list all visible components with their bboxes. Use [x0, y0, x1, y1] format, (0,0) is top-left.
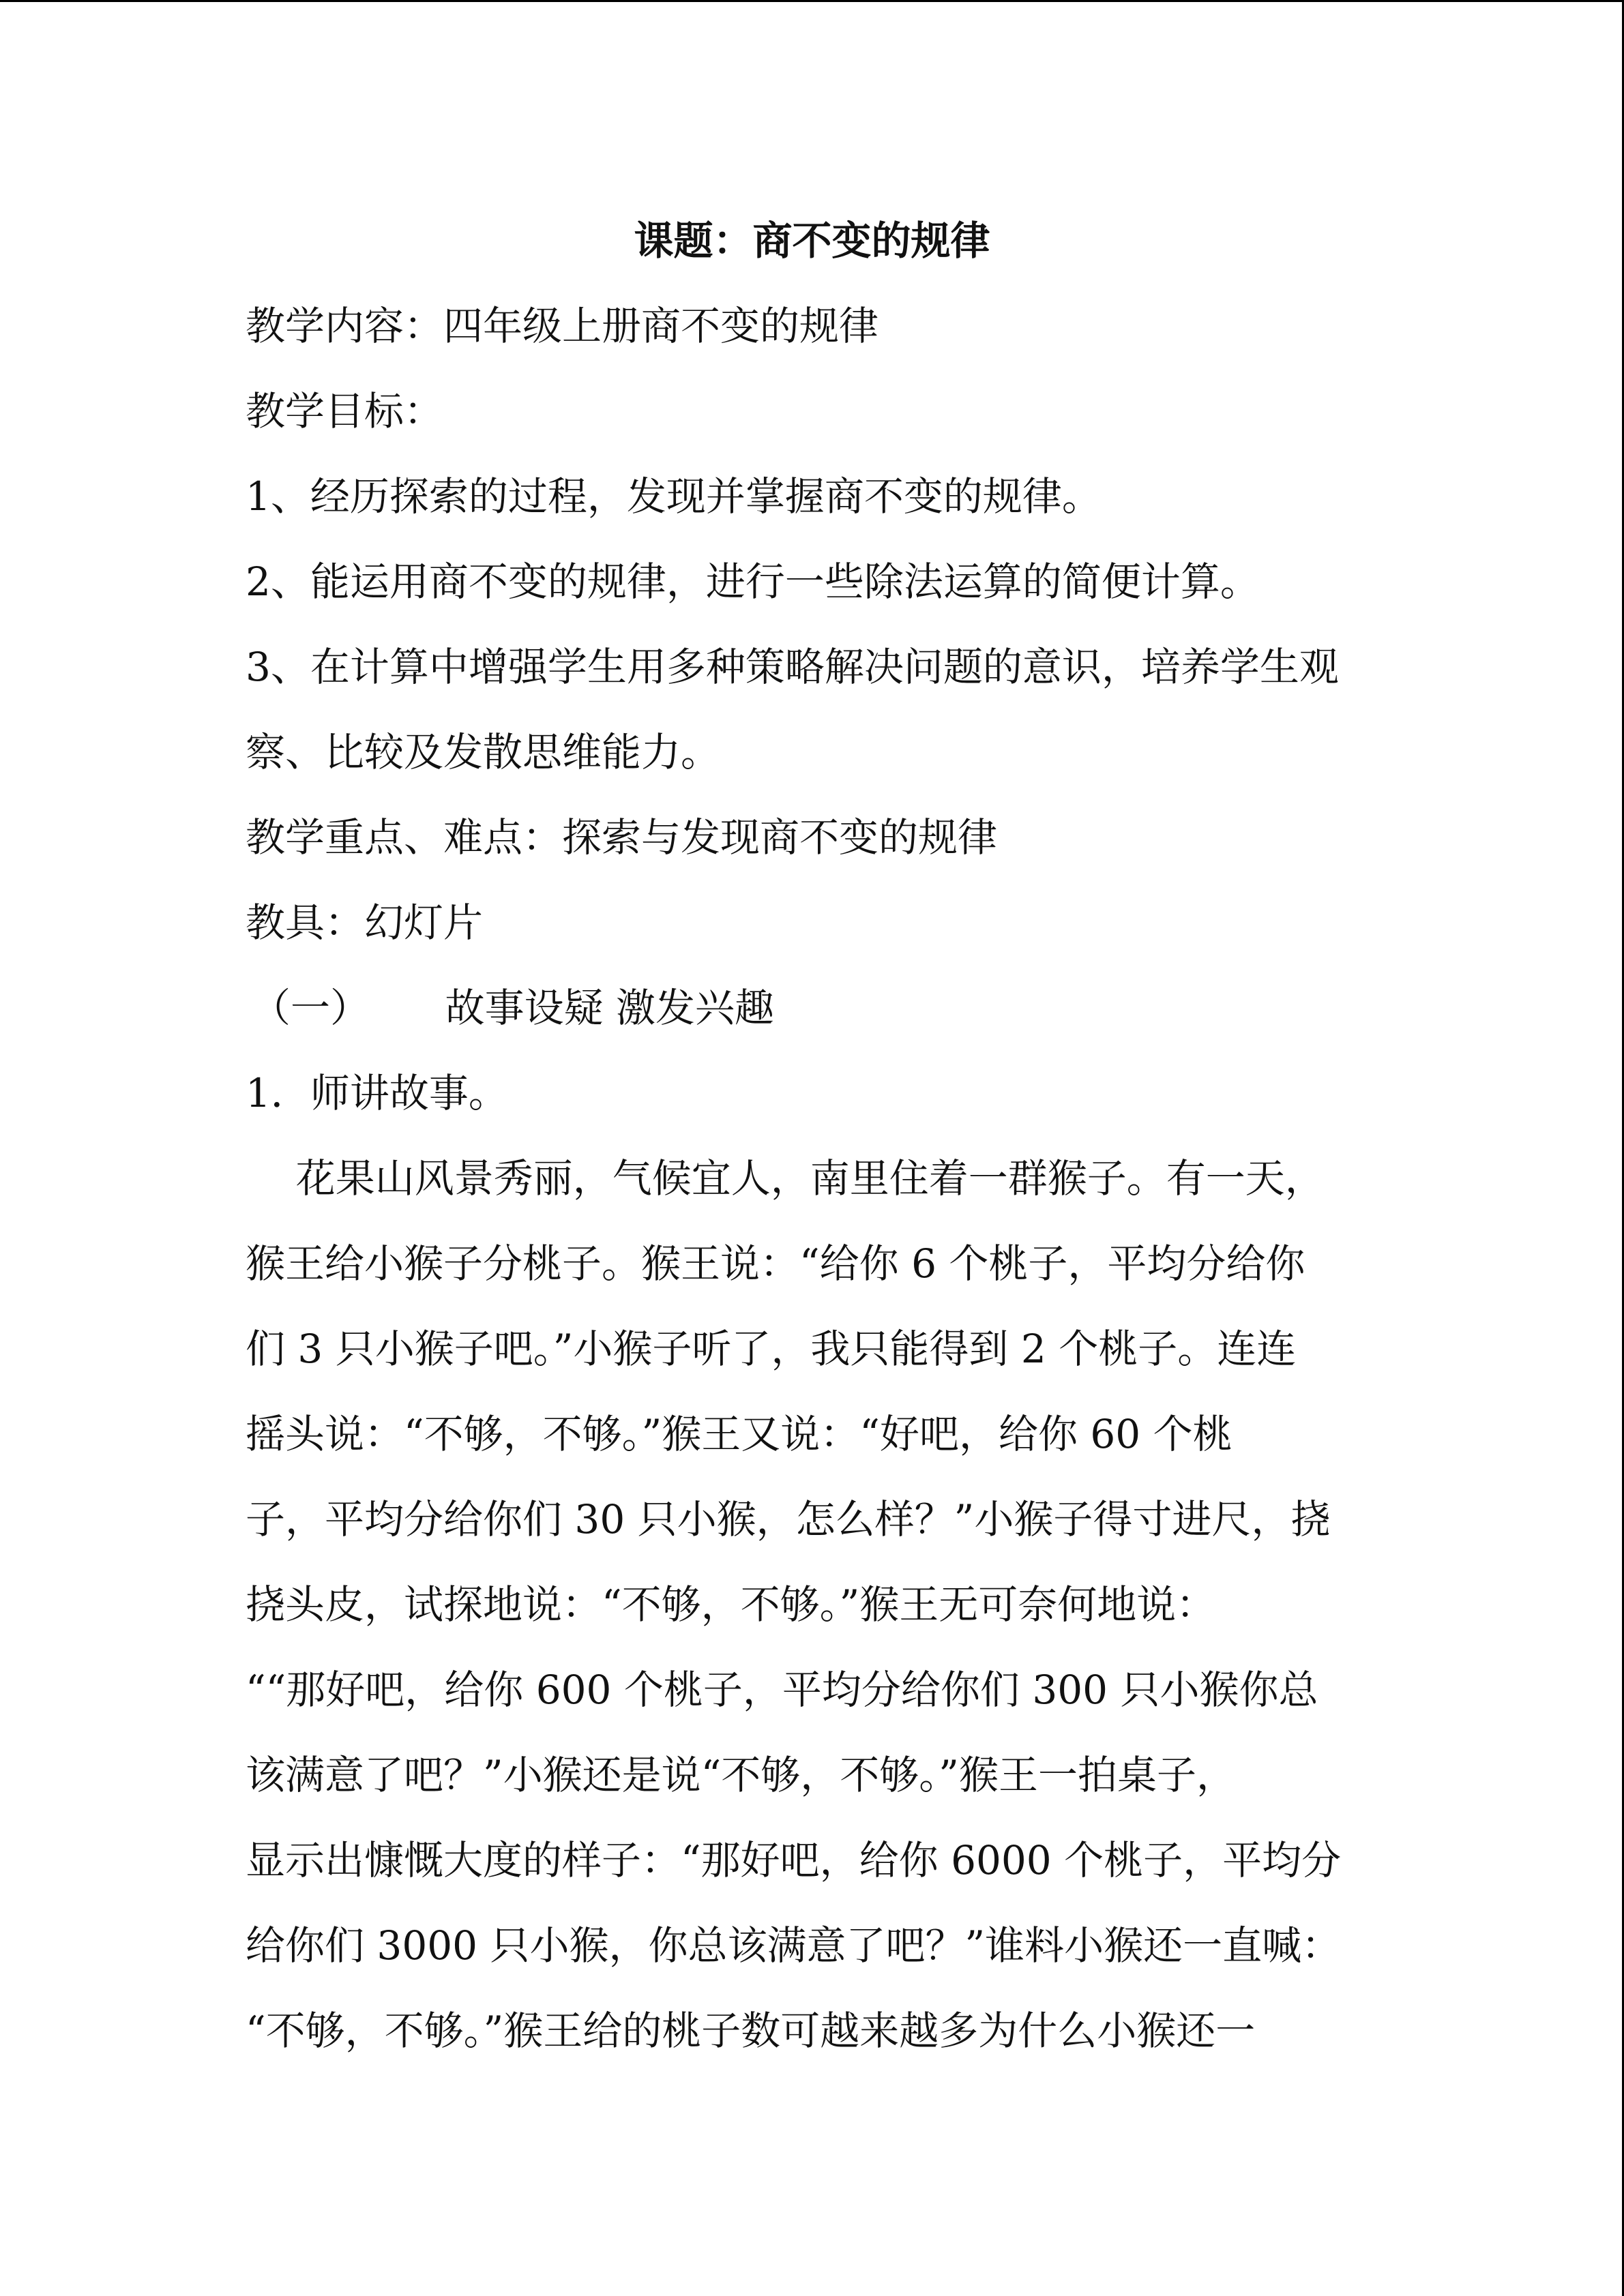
teaching-content-line: 教学内容：四年级上册商不变的规律 [246, 303, 879, 349]
document-title: 课题：商不变的规律 [634, 218, 990, 264]
teaching-aids-line: 教具：幻灯片 [246, 899, 484, 946]
story-paragraph-line: 显示出慷慨大度的样子：“那好吧，给你 6000 个桃子，平均分 [246, 1837, 1342, 1883]
section-heading-1: （一） 故事设疑 激发兴趣 [251, 985, 775, 1031]
story-paragraph-line: 花果山风景秀丽，气候宜人，南里住着一群猴子。有一天， [246, 1155, 1325, 1202]
story-paragraph-line: “不够，不够。”猴王给的桃子数可越来越多为什么小猴还一 [246, 2008, 1256, 2054]
story-paragraph-line: 给你们 3000 只小猴，你总该满意了吧？”谁料小猴还一直喊： [246, 1922, 1342, 1969]
story-paragraph-line: 该满意了吧？”小猴还是说“不够，不够。”猴王一拍桌子， [246, 1752, 1236, 1798]
goal-item-1: 1、经历探索的过程，发现并掌握商不变的规律。 [246, 473, 1102, 520]
story-paragraph-line: 子，平均分给你们 30 只小猴，怎么样？”小猴子得寸进尺，挠 [246, 1496, 1331, 1542]
goal-item-3-continued: 察、比较及发散思维能力。 [246, 729, 721, 775]
key-points-line: 教学重点、难点：探索与发现商不变的规律 [246, 814, 998, 861]
goal-item-2: 2、能运用商不变的规律，进行一些除法运算的简便计算。 [246, 558, 1260, 605]
step-heading-1: 1．师讲故事。 [246, 1070, 508, 1116]
story-paragraph-line: 挠头皮，试探地说：“不够，不够。”猴王无可奈何地说： [246, 1581, 1216, 1628]
story-paragraph-line: 猴王给小猴子分桃子。猴王说：“给你 6 个桃子，平均分给你 [246, 1240, 1305, 1287]
story-paragraph-line: 们 3 只小猴子吧。”小猴子听了，我只能得到 2 个桃子。连连 [246, 1326, 1297, 1372]
story-paragraph-line: 摇头说：“不够，不够。”猴王又说：“好吧，给你 60 个桃 [246, 1411, 1232, 1457]
story-paragraph-line: ““那好吧，给你 600 个桃子，平均分给你们 300 只小猴你总 [246, 1667, 1318, 1713]
teaching-goals-heading: 教学目标： [246, 388, 444, 434]
goal-item-3: 3、在计算中增强学生用多种策略解决问题的意识，培养学生观 [246, 644, 1339, 690]
